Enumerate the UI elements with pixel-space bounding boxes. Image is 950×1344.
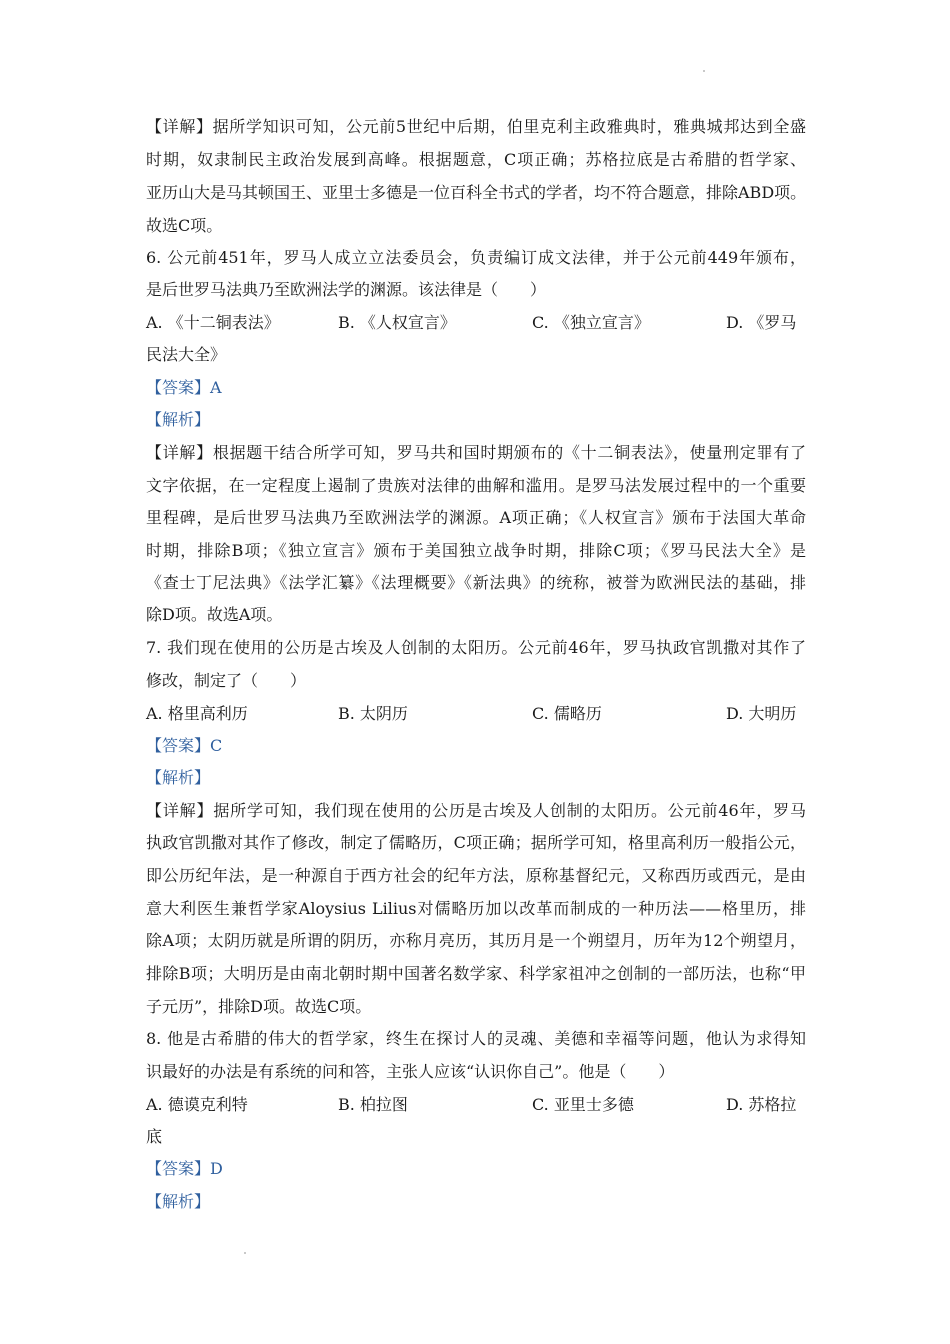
- q6-detail-line-6: 除D项。故选A项。: [146, 605, 283, 624]
- q7-detail-line-7: 子元历”，排除D项。故选C项。: [146, 997, 372, 1016]
- q7-detail-line-6: 排除B项；大明历是由南北朝时期中国著名数学家、科学家祖冲之创制的一部历法，也称“甲: [146, 964, 806, 983]
- q7-stem-line-2: 修改，制定了（ ）: [146, 671, 307, 690]
- q6-detail-line-2: 文字依据，在一定程度上遏制了贵族对法律的曲解和滥用。是罗马法发展过程中的一个重要: [146, 476, 806, 495]
- q8-option-d-continued: 底: [146, 1127, 163, 1146]
- q8-answer: 【答案】D: [146, 1159, 223, 1178]
- q5-detail-line-1: 【详解】据所学知识可知，公元前5世纪中后期，伯里克利主政雅典时，雅典城邦达到全盛: [146, 117, 806, 136]
- q6-detail-line-3: 里程碑，是后世罗马法典乃至欧洲法学的渊源。A项正确；《人权宣言》颁布于法国大革命: [146, 508, 806, 527]
- q8-analysis-heading: 【解析】: [146, 1192, 211, 1211]
- q7-option-d: D. 大明历: [726, 704, 797, 723]
- q5-detail-line-3: 亚历山大是马其顿国王、亚里士多德是一位百科全书式的学者，均不符合题意，排除ABD项。: [146, 183, 807, 202]
- q6-option-b: B. 《人权宣言》: [338, 313, 456, 332]
- q7-detail-line-2: 执政官凯撒对其作了修改，制定了儒略历，C项正确；据所学可知，格里高利历一般指公元，: [146, 833, 806, 852]
- q8-options: [146, 1095, 806, 1115]
- q6-option-d: D. 《罗马: [726, 313, 797, 332]
- q5-detail-line-2: 时期，奴隶制民主政治发展到高峰。根据题意，C项正确；苏格拉底是古希腊的哲学家、: [146, 150, 806, 169]
- q6-analysis-heading: 【解析】: [146, 410, 211, 429]
- q8-option-a: A. 德谟克利特: [146, 1095, 248, 1114]
- q6-stem-line-1: 6. 公元前451年，罗马人成立立法委员会，负责编订成文法律，并于公元前449年颁布，: [146, 248, 806, 267]
- q8-stem-line-1: 8. 他是古希腊的伟大的哲学家，终生在探讨人的灵魂、美德和幸福等问题，他认为求得知: [146, 1029, 806, 1048]
- q7-option-b: B. 太阴历: [338, 704, 408, 723]
- q7-option-a: A. 格里高利历: [146, 704, 248, 723]
- q6-detail-line-1: 【详解】根据题干结合所学可知，罗马共和国时期颁布的《十二铜表法》，使量刑定罪有了: [146, 443, 806, 462]
- q8-option-b: B. 柏拉图: [338, 1095, 408, 1114]
- scan-dot: [244, 1252, 246, 1254]
- q8-stem-line-2: 识最好的办法是有系统的问和答，主张人应该“认识你自己”。他是（ ）: [146, 1062, 675, 1081]
- q6-detail-line-4: 时期，排除B项；《独立宣言》颁布于美国独立战争时期，排除C项；《罗马民法大全》是: [146, 541, 806, 560]
- q7-stem-line-1: 7. 我们现在使用的公历是古埃及人创制的太阳历。公元前46年，罗马执政官凯撒对其作了: [146, 638, 806, 657]
- q7-analysis-heading: 【解析】: [146, 768, 211, 787]
- q6-option-a: A. 《十二铜表法》: [146, 313, 280, 332]
- q7-detail-line-4: 意大利医生兼哲学家Aloysius Lilius对儒略历加以改革而制成的一种历法——格里历，排: [146, 899, 806, 918]
- q7-options: [146, 704, 806, 724]
- q6-option-c: C. 《独立宣言》: [532, 313, 650, 332]
- q6-stem-line-2: 是后世罗马法典乃至欧洲法学的渊源。该法律是（ ）: [146, 280, 547, 299]
- q5-detail-line-4: 故选C项。: [146, 216, 223, 235]
- q7-detail-line-5: 除A项；太阴历就是所谓的阴历，亦称月亮历，其历月是一个朔望月，历年为12个朔望月，: [146, 931, 806, 950]
- q7-detail-line-3: 即公历纪年法，是一种源自于西方社会的纪年方法，原称基督纪元，又称西历或西元，是由: [146, 866, 806, 885]
- q8-option-d: D. 苏格拉: [726, 1095, 797, 1114]
- q6-detail-line-5: 《查士丁尼法典》《法学汇纂》《法理概要》《新法典》的统称，被誉为欧洲民法的基础，排: [146, 573, 806, 592]
- q8-option-c: C. 亚里士多德: [532, 1095, 634, 1114]
- q6-answer: 【答案】A: [146, 378, 222, 397]
- q6-options: [146, 313, 806, 333]
- q7-option-c: C. 儒略历: [532, 704, 602, 723]
- q7-answer: 【答案】C: [146, 736, 223, 755]
- scan-dot: [703, 70, 705, 72]
- q6-option-d-continued: 民法大全》: [146, 345, 227, 364]
- q7-detail-line-1: 【详解】据所学可知，我们现在使用的公历是古埃及人创制的太阳历。公元前46年，罗马: [146, 801, 806, 820]
